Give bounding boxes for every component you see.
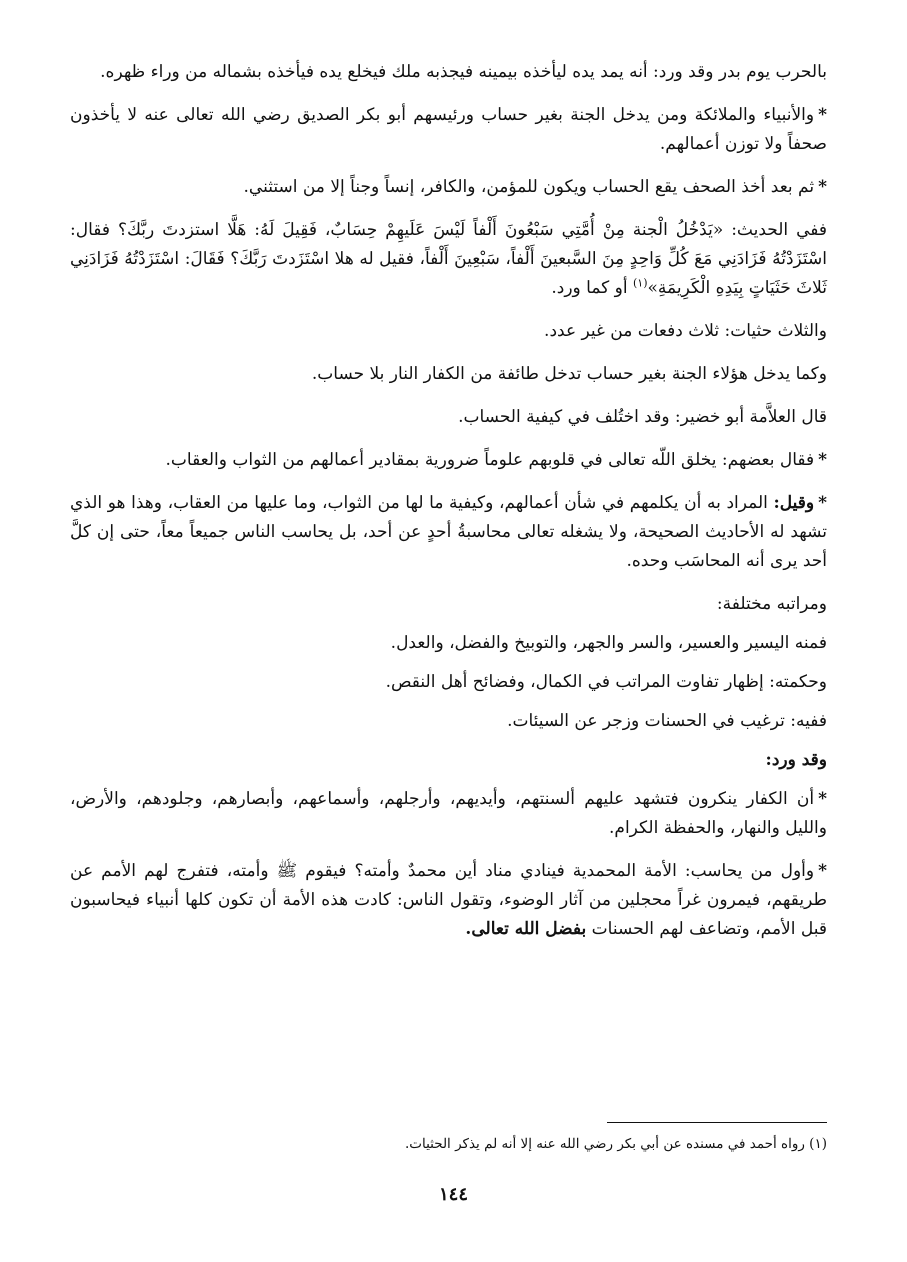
bullet-star: * xyxy=(818,450,827,470)
paragraph-6 xyxy=(70,360,827,389)
paragraph-5-text: والثلاث حثيات: ثلاث دفعات من غير عدد. xyxy=(544,321,827,341)
paragraph-9-text: المراد به أن يكلمهم في شأن أعمالهم، وكيفية ما لها من الثواب، وما عليها من العقاب، وهذا هو الذي تشهد له الأحاديث الصحيحة، ولا يشغله تعالى محاسبةُ أحدٍ عن أحد، بل يحاسب الناس جميعاً معاً، حتى إن كلَّ أحد يرى أنه المحاسَب وحده. xyxy=(70,493,827,571)
paragraph-1 xyxy=(70,58,827,87)
paragraph-3-text: ثم بعد أخذ الصحف يقع الحساب ويكون للمؤمن، والكافر، إنساً وجناً إلا من استثني. xyxy=(243,177,815,197)
page-number: ١٤٤ xyxy=(438,1184,468,1205)
paragraph-11 xyxy=(70,629,827,658)
paragraph-7-text: قال العلاَّمة أبو خضير: وقد اختُلف في كيفية الحساب. xyxy=(458,407,827,427)
page-body xyxy=(70,58,827,958)
paragraph-6-text: وكما يدخل هؤلاء الجنة بغير حساب تدخل طائفة من الكفار النار بلا حساب. xyxy=(311,364,827,384)
bullet-star: * xyxy=(818,177,827,197)
footnote xyxy=(70,1133,827,1155)
paragraph-10 xyxy=(70,590,827,619)
paragraph-1-text: بالحرب يوم بدر وقد ورد: أنه يمد يده ليأخذه بيمينه فيجذبه ملك فيخلع يده فيأخذه بشماله من وراء ظهره. xyxy=(100,62,827,82)
paragraph-11-text: فمنه اليسير والعسير، والسر والجهر، والتوبيخ والفضل، والعدل. xyxy=(390,633,827,653)
paragraph-15-text: أن الكفار ينكرون فتشهد عليهم ألسنتهم، وأيديهم، وأرجلهم، وأسماعهم، وأبصارهم، وجلودهم، والأرض، والليل والنهار، والحفظة الكرام. xyxy=(70,789,827,838)
paragraph-9-lead: وقيل: xyxy=(773,493,815,513)
paragraph-8 xyxy=(70,446,827,475)
paragraph-5 xyxy=(70,317,827,346)
paragraph-7 xyxy=(70,403,827,432)
paragraph-16-closing: بفضل الله تعالى. xyxy=(465,919,587,939)
paragraph-16 xyxy=(70,857,827,944)
footnote-text: (١) رواه أحمد في مسنده عن أبي بكر رضي الله عنه إلا أنه لم يذكر الحثيات. xyxy=(404,1136,827,1152)
paragraph-16-text: وأول من يحاسب: الأمة المحمدية فينادي مناد أين محمدٌ وأمته؟ فيقوم ﷺ وأمته، فتفرج لهم الأمم عن طريقهم، فيمرون غراً محجلين من آثار الوضوء، وتقول الناس: كادت هذه الأمة أن تكون كلها أنبياء فيحاسبون قبل الأمم، وتضاعف لهم الحسنات xyxy=(70,861,827,939)
paragraph-15 xyxy=(70,785,827,843)
bullet-star: * xyxy=(818,105,827,125)
paragraph-9 xyxy=(70,489,827,576)
paragraph-2 xyxy=(70,101,827,159)
bullet-star: * xyxy=(818,789,827,809)
paragraph-13 xyxy=(70,707,827,736)
paragraph-8-text: فقال بعضهم: يخلق اللّه تعالى في قلوبهم علوماً ضرورية بمقادير أعمالهم من الثواب والعقاب. xyxy=(165,450,815,470)
footnote-separator xyxy=(607,1122,827,1123)
footnote-reference[interactable]: (١) xyxy=(633,276,648,290)
paragraph-14-text: وقد ورد: xyxy=(765,750,827,770)
paragraph-13-text: ففيه: ترغيب في الحسنات وزجر عن السيئات. xyxy=(507,711,827,731)
paragraph-2-text: والأنبياء والملائكة ومن يدخل الجنة بغير حساب ورئيسهم أبو بكر الصديق رضي الله تعالى عنه لا يأخذون صحفاً ولا توزن أعمالهم. xyxy=(70,105,827,154)
paragraph-10-text: ومراتبه مختلفة: xyxy=(716,594,827,614)
bullet-star: * xyxy=(818,493,827,513)
paragraph-12-text: وحكمته: إظهار تفاوت المراتب في الكمال، وفضائح أهل النقص. xyxy=(385,672,827,692)
bullet-star: * xyxy=(818,861,827,881)
paragraph-hadith xyxy=(70,216,827,303)
hadith-closing: أو كما ورد. xyxy=(551,278,633,298)
paragraph-12 xyxy=(70,668,827,697)
hadith-text: ففي الحديث: «يَدْخُلُ الْجنة مِنْ أُمَّتِي سَبْعُونَ أَلْفاً لَيْسَ عَلَيهِمْ حِسَابٌ، فَقِيلَ لَهُ: هَلَّا استزدتَ ربَّكَ؟ فقال: اسْتَزَدْتُهُ فَزَادَنِي مَعَ كُلِّ وَاحِدٍ مِنَ السَّبعينَ أَلْفاً، سَبْعِينَ أَلْفاً، فقيل له هلا اسْتَزَدتَ رَبَّكَ؟ فَقَالَ: اسْتَزَدْتُهُ فَزَادَنِي ثَلاثَ حَثَيَاتٍ بِيَدِهِ الْكَرِيمَةِ» xyxy=(70,220,827,298)
paragraph-3 xyxy=(70,173,827,202)
paragraph-14-heading xyxy=(70,746,827,775)
